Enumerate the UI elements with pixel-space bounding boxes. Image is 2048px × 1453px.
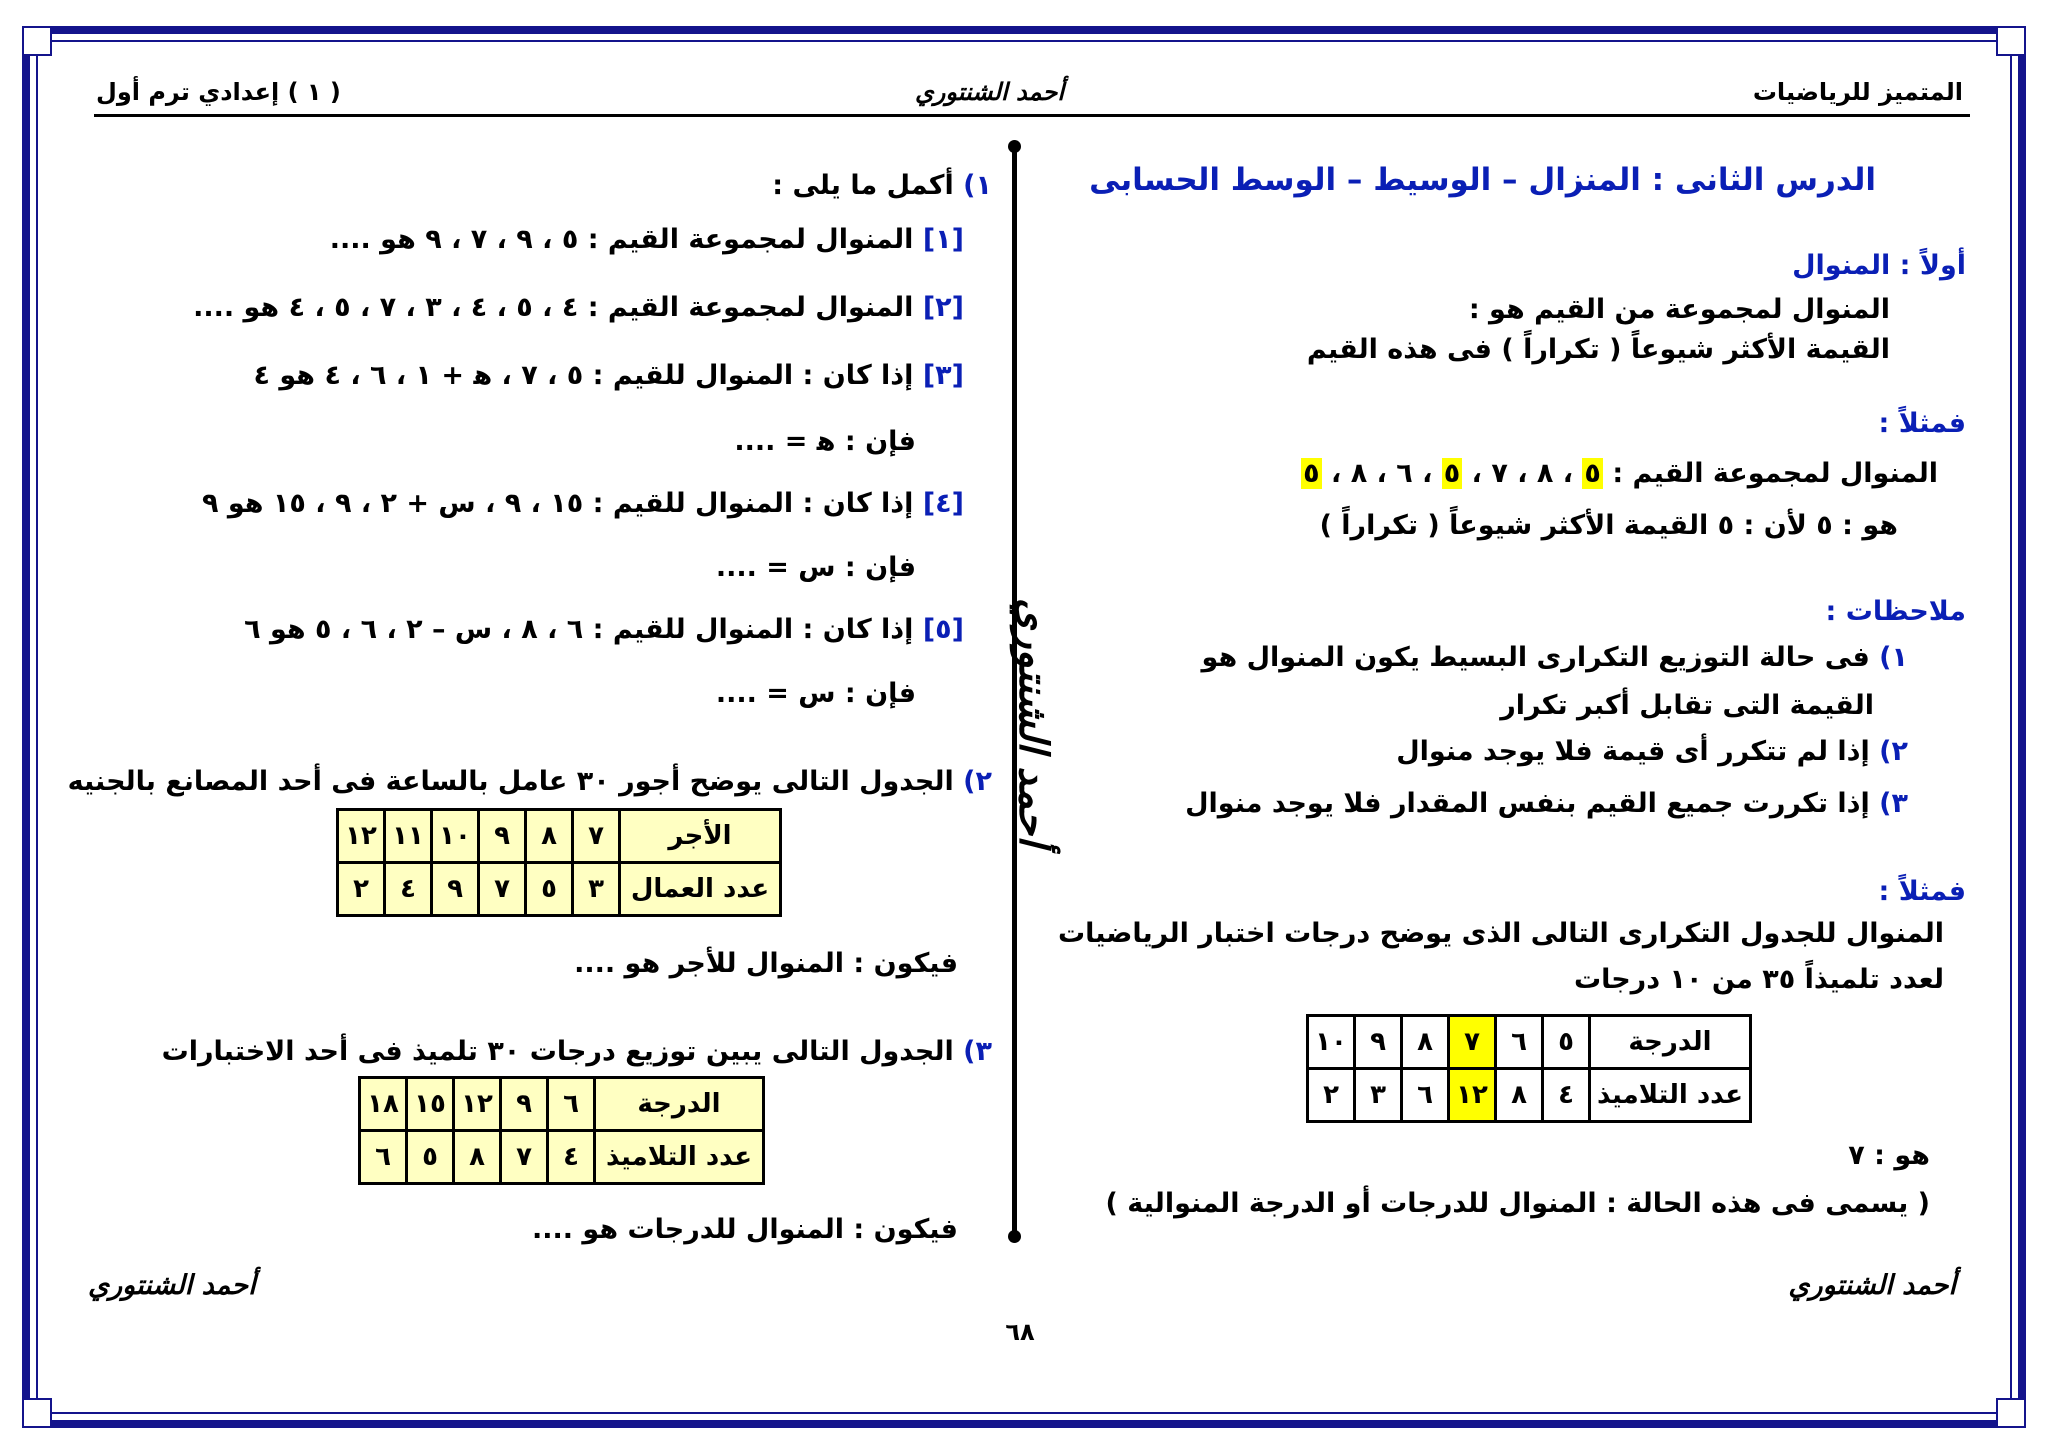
table-cell: ٧ xyxy=(479,863,526,916)
item-continuation: فإن : س = .... xyxy=(715,678,916,709)
item-text: إذا كان : المنوال للقيم : ٥ ، ٧ ، ﻫ + ١ ، ٦ ، ٤ هو ٤ xyxy=(253,360,914,391)
table-cell: ٥ xyxy=(526,863,573,916)
example-label: فمثلاً : xyxy=(1878,876,1966,907)
corner-ornament xyxy=(1996,26,2026,56)
table-cell: ٦ xyxy=(1402,1069,1449,1122)
table-cell: ٢ xyxy=(338,863,385,916)
table-cell: ٧ xyxy=(573,810,620,863)
table-cell: ٣ xyxy=(573,863,620,916)
item-text: المنوال لمجموعة القيم : ٥ ، ٩ ، ٧ ، ٩ هو .... xyxy=(329,224,914,255)
vertical-author-name: أحمد الشنتوري xyxy=(1010,598,1056,847)
divider-dot-bottom xyxy=(1008,1230,1021,1243)
table-cell: ٦ xyxy=(548,1078,595,1131)
question-heading xyxy=(68,766,992,798)
table-cell: ٣ xyxy=(1355,1069,1402,1122)
table-cell: ٥ xyxy=(407,1131,454,1184)
grades-table xyxy=(1306,1014,1752,1123)
table-row xyxy=(1308,1069,1751,1122)
example-answer: هو : ٥ لأن : ٥ القيمة الأكثر شيوعاً ( تكراراً ) xyxy=(1319,510,1898,541)
item-text: إذا كان : المنوال للقيم : ١٥ ، ٩ ، س + ٢ ، ٩ ، ١٥ هو ٩ xyxy=(201,488,914,519)
item-number: [٥] xyxy=(922,614,964,645)
example-label: فمثلاً : xyxy=(1878,408,1966,439)
table-cell: ١١ xyxy=(385,810,432,863)
table-cell: ٩ xyxy=(432,863,479,916)
item-text: المنوال لمجموعة القيم : ٤ ، ٥ ، ٤ ، ٣ ، ٧ ، ٥ ، ٤ هو .... xyxy=(193,292,914,323)
footer-author: أحمد الشنتوري xyxy=(1788,1270,1956,1301)
question-heading xyxy=(162,1036,992,1068)
header-center: أحمد الشنتوري xyxy=(915,78,1064,106)
example-value: ٥ xyxy=(1584,458,1601,489)
table-cell: ١٨ xyxy=(360,1078,407,1131)
example-text: المنوال للجدول التكرارى التالى الذى يوضح درجات اختبار الرياضيات xyxy=(1058,918,1944,949)
row-header: عدد العمال xyxy=(620,863,781,916)
note-text: القيمة التى تقابل أكبر تكرار xyxy=(1500,690,1874,721)
notes-label: ملاحظات : xyxy=(1825,596,1966,627)
note-number: ٣) xyxy=(1879,788,1908,819)
row-header: الأجر xyxy=(620,810,781,863)
corner-ornament xyxy=(1996,1398,2026,1428)
question-item xyxy=(193,292,964,324)
row-header: الدرجة xyxy=(1590,1016,1751,1069)
lesson-title: الدرس الثانى : المنزال – الوسيط – الوسط الحسابى xyxy=(1089,162,1876,198)
question-heading xyxy=(772,170,992,202)
table-row xyxy=(338,863,781,916)
table-cell: ١٢ xyxy=(338,810,385,863)
note-text: إذا لم تتكرر أى قيمة فلا يوجد منوال xyxy=(1396,736,1870,767)
item-continuation: فإن : س = .... xyxy=(715,552,916,583)
row-header: عدد التلاميذ xyxy=(1590,1069,1751,1122)
question-item xyxy=(254,360,965,392)
question-answer: فيكون : المنوال للأجر هو .... xyxy=(574,948,958,979)
table-cell: ٦ xyxy=(360,1131,407,1184)
table-row xyxy=(360,1131,764,1184)
example-value: ٥ xyxy=(1443,458,1461,489)
question-title: الجدول التالى يبين توزيع درجات ٣٠ تلميذ فى أحد الاختبارات xyxy=(161,1036,954,1067)
example-text: لعدد تلميذاً ٣٥ من ١٠ درجات xyxy=(1573,964,1944,995)
question-number: ٢) xyxy=(963,766,992,797)
example-value: ٥ xyxy=(1303,458,1320,489)
note-text: إذا تكررت جميع القيم بنفس المقدار فلا يوجد منوال xyxy=(1185,788,1870,819)
table-cell: ٤ xyxy=(548,1131,595,1184)
table-cell: ٨ xyxy=(1402,1016,1449,1069)
example-prefix: المنوال لمجموعة القيم : xyxy=(1612,458,1938,489)
question-item xyxy=(330,224,964,256)
corner-ornament xyxy=(22,1398,52,1428)
table-cell: ٩ xyxy=(501,1078,548,1131)
note-number: ٢) xyxy=(1879,736,1908,767)
table-cell: ١٠ xyxy=(432,810,479,863)
example-value: ٦ xyxy=(1396,458,1413,489)
example-value: ٨ xyxy=(1350,458,1368,489)
table-row xyxy=(360,1078,764,1131)
item-number: [٣] xyxy=(922,360,964,391)
note-item xyxy=(1396,736,1908,768)
example-value: ٧ xyxy=(1491,458,1508,489)
section-label: أولاً : المنوال xyxy=(1792,250,1966,281)
grades-distribution-table xyxy=(358,1076,765,1185)
table-cell: ٤ xyxy=(1543,1069,1590,1122)
table-cell-highlight: ١٢ xyxy=(1449,1069,1496,1122)
example-answer: هو : ٧ xyxy=(1848,1140,1930,1171)
table-cell: ٨ xyxy=(1496,1069,1543,1122)
note-item xyxy=(1185,788,1908,820)
table-row xyxy=(1308,1016,1751,1069)
table-cell: ٥ xyxy=(1543,1016,1590,1069)
table-cell: ١٢ xyxy=(454,1078,501,1131)
note-number: ١) xyxy=(1879,642,1908,673)
example-note: ( يسمى فى هذه الحالة : المنوال للدرجات أو الدرجة المنوالية ) xyxy=(1105,1188,1930,1219)
page-number: ٦٨ xyxy=(1005,1318,1035,1346)
note-text: فى حالة التوزيع التكرارى البسيط يكون المنوال هو xyxy=(1201,642,1870,673)
question-item xyxy=(202,488,964,520)
table-cell: ٦ xyxy=(1496,1016,1543,1069)
row-header: عدد التلاميذ xyxy=(595,1131,764,1184)
item-continuation: فإن : ﻫ = .... xyxy=(734,426,916,457)
example-values-line: المنوال لمجموعة القيم : ٥ ، ٨ ، ٧ ، ٥ ، ٦ ، ٨ ، ٥ xyxy=(1303,458,1938,489)
question-answer: فيكون : المنوال للدرجات هو .... xyxy=(531,1214,958,1245)
table-row xyxy=(338,810,781,863)
table-cell: ٧ xyxy=(501,1131,548,1184)
corner-ornament xyxy=(22,26,52,56)
item-number: [٤] xyxy=(922,488,964,519)
question-title: الجدول التالى يوضح أجور ٣٠ عامل بالساعة فى أحد المصانع بالجنيه xyxy=(67,766,954,797)
header-left: ( ١ ) إعدادي ترم أول xyxy=(96,78,341,106)
row-header: الدرجة xyxy=(595,1078,764,1131)
table-cell: ٩ xyxy=(1355,1016,1402,1069)
item-text: إذا كان : المنوال للقيم : ٦ ، ٨ ، س – ٢ ، ٦ ، ٥ هو ٦ xyxy=(244,614,914,645)
table-cell: ٢ xyxy=(1308,1069,1355,1122)
footer-author: أحمد الشنتوري xyxy=(88,1270,256,1301)
question-number: ٣) xyxy=(963,1036,992,1067)
item-number: [٢] xyxy=(922,292,964,323)
table-cell: ٩ xyxy=(479,810,526,863)
table-cell: ٨ xyxy=(526,810,573,863)
question-item xyxy=(244,614,964,646)
item-number: [١] xyxy=(922,224,964,255)
question-number: ١) xyxy=(963,170,992,201)
table-cell: ١٥ xyxy=(407,1078,454,1131)
note-item xyxy=(1202,642,1908,674)
definition-line: المنوال لمجموعة من القيم هو : xyxy=(1468,294,1890,325)
table-cell: ٨ xyxy=(454,1131,501,1184)
definition-line: القيمة الأكثر شيوعاً ( تكراراً ) فى هذه القيم xyxy=(1306,334,1890,365)
example-value: ٨ xyxy=(1536,458,1554,489)
table-cell: ٤ xyxy=(385,863,432,916)
header-right: المتميز للرياضيات xyxy=(1752,78,1963,106)
table-cell: ١٠ xyxy=(1308,1016,1355,1069)
header-rule xyxy=(94,114,1970,117)
question-title: أكمل ما يلى : xyxy=(772,170,954,201)
wages-table xyxy=(336,808,782,917)
table-cell-highlight: ٧ xyxy=(1449,1016,1496,1069)
